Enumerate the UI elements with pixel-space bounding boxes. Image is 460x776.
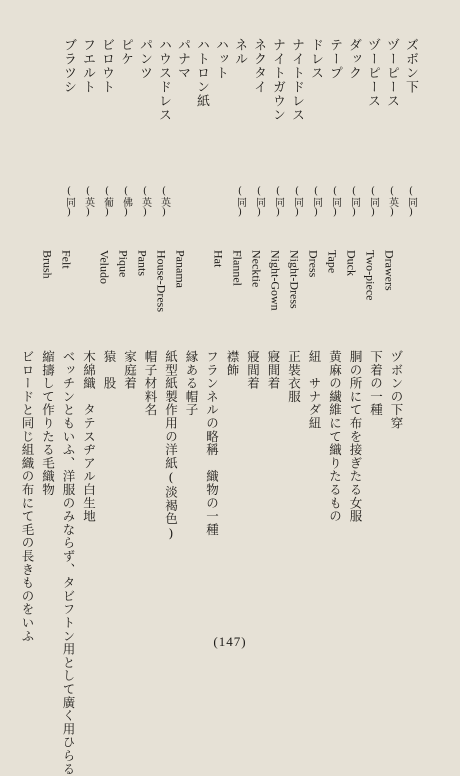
definition-column xyxy=(140,350,161,640)
definition-column xyxy=(345,350,366,640)
japanese-definition: 縮擣して作りたる毛織物 xyxy=(40,350,56,497)
katakana-term: ハウスドレス xyxy=(156,38,171,122)
english-term: Pique xyxy=(116,250,131,278)
katakana-column xyxy=(192,38,211,198)
katakana-term: ズボン下 xyxy=(403,38,418,94)
english-term: Night-Gown xyxy=(268,250,283,311)
definition-column xyxy=(222,350,243,640)
katakana-term: ナイトドレス xyxy=(289,38,304,122)
japanese-definition: ベッチンともいふ、洋服のみならず、タビフトン用として廣く用ひらる xyxy=(61,350,76,776)
katakana-column xyxy=(325,38,344,218)
english-term: Tape xyxy=(325,250,340,274)
japanese-definition: 襟飾 xyxy=(225,350,240,377)
english-column xyxy=(266,250,285,334)
katakana-term: ヅーピース xyxy=(384,38,399,108)
katakana-column xyxy=(306,38,325,218)
english-column xyxy=(247,250,266,334)
definition-column xyxy=(181,350,202,640)
katakana-term: ドレス xyxy=(308,38,323,80)
japanese-definition: 帽子材料名 xyxy=(143,350,158,417)
english-column xyxy=(323,250,342,334)
language-origin: (同) xyxy=(63,186,75,218)
definition-column xyxy=(17,350,38,643)
definition-column xyxy=(263,350,284,640)
katakana-column xyxy=(154,38,173,218)
katakana-column xyxy=(59,38,78,218)
language-origin: (同) xyxy=(291,186,303,218)
english-term: Panama xyxy=(173,250,188,288)
language-origin: (同) xyxy=(234,186,246,218)
katakana-column xyxy=(401,38,420,218)
katakana-column xyxy=(382,38,401,218)
japanese-definition: 寢間着 xyxy=(245,350,261,390)
katakana-term: ナイトガウン xyxy=(270,38,285,122)
katakana-term: ネル xyxy=(232,38,247,66)
english-column xyxy=(114,250,133,334)
japanese-definition: 正裝衣服 xyxy=(286,350,302,404)
english-column xyxy=(38,250,57,334)
katakana-term: テープ xyxy=(327,38,342,80)
english-column xyxy=(342,250,361,334)
english-term: Veludo xyxy=(97,250,112,284)
definition-column xyxy=(201,350,222,640)
definition-column xyxy=(324,350,345,640)
katakana-term: ビロウト xyxy=(99,38,114,94)
english-term: Hat xyxy=(211,250,226,268)
katakana-band xyxy=(59,38,420,218)
english-term: Pants xyxy=(135,250,150,277)
katakana-column xyxy=(135,38,154,218)
katakana-column xyxy=(78,38,97,218)
english-term: Flannel xyxy=(230,250,245,286)
japanese-definition: 縁ある帽子 xyxy=(184,350,199,417)
definition-column xyxy=(99,350,120,640)
definition-column xyxy=(283,350,304,640)
language-origin: (葡) xyxy=(101,186,113,218)
japanese-definition: 黄麻の繊維にて織りたるもの xyxy=(327,350,343,523)
katakana-term: パナマ xyxy=(175,38,190,80)
language-origin: (同) xyxy=(367,186,379,218)
language-origin: (同) xyxy=(272,186,284,218)
english-term: Felt xyxy=(59,250,74,269)
language-origin: (英) xyxy=(386,186,398,218)
english-column xyxy=(133,250,152,334)
language-origin: (同) xyxy=(253,186,265,218)
english-column xyxy=(380,250,399,334)
english-term: Necktie xyxy=(249,250,264,288)
japanese-definition: 家庭着 xyxy=(122,350,138,390)
definition-column xyxy=(386,350,407,640)
english-column xyxy=(285,250,304,334)
katakana-column xyxy=(249,38,268,218)
english-column xyxy=(152,250,171,334)
language-origin: (英) xyxy=(158,186,170,218)
english-term: Night-Dress xyxy=(287,250,302,309)
katakana-term: ダック xyxy=(346,38,361,80)
katakana-term: ヅーピース xyxy=(365,38,380,108)
japanese-definition: ヅボンの下穿 xyxy=(389,350,404,430)
japanese-definition: 紐 サナダ紐 xyxy=(307,350,322,430)
language-origin: (同) xyxy=(405,186,417,218)
japanese-definition: 木綿織 タテスヂアル白生地 xyxy=(81,350,97,523)
english-column xyxy=(190,250,209,334)
katakana-term: ネクタイ xyxy=(251,38,266,94)
definition-column xyxy=(304,350,325,640)
katakana-term: ハトロン紙 xyxy=(194,38,209,108)
katakana-column xyxy=(344,38,363,218)
katakana-column xyxy=(230,38,249,218)
katakana-column xyxy=(97,38,116,218)
english-term: Two-piece xyxy=(363,250,378,301)
definition-column xyxy=(78,350,99,640)
language-origin: (佛) xyxy=(120,186,132,218)
katakana-column xyxy=(211,38,230,198)
language-origin: (同) xyxy=(329,186,341,218)
japanese-definition: 紙型紙製作用の洋紙(淡褐色) xyxy=(163,350,179,542)
english-column xyxy=(57,250,76,334)
english-band xyxy=(38,250,399,334)
english-term: Brush xyxy=(40,250,55,279)
katakana-term: ピケ xyxy=(118,38,133,66)
japanese-definition: 猿 股 xyxy=(102,350,117,390)
language-origin: (英) xyxy=(82,186,94,218)
english-term: House-Dress xyxy=(154,250,169,312)
katakana-term: フエルト xyxy=(80,38,95,94)
katakana-term: ハット xyxy=(213,38,228,80)
definition-column xyxy=(37,350,58,640)
definition-column xyxy=(58,350,79,776)
english-column xyxy=(76,250,95,334)
english-term: Duck xyxy=(344,250,359,276)
definition-column xyxy=(160,350,181,640)
katakana-column xyxy=(363,38,382,218)
page-number: (147) xyxy=(213,634,247,649)
japanese-definition: ビロードと同じ組織の布にて毛の長きものをいふ xyxy=(20,350,35,643)
katakana-column xyxy=(173,38,192,198)
english-column xyxy=(304,250,323,334)
katakana-term: ブラツシ xyxy=(61,38,76,94)
english-column xyxy=(361,250,380,334)
english-column xyxy=(95,250,114,334)
language-origin: (同) xyxy=(348,186,360,218)
katakana-term: パンツ xyxy=(137,38,152,80)
japanese-definition: フランネルの略稱 織物の一種 xyxy=(204,350,220,537)
language-origin: (英) xyxy=(139,186,151,218)
language-origin: (同) xyxy=(310,186,322,218)
japanese-definition: 下着の一種 xyxy=(368,350,384,417)
english-term: Drawers xyxy=(382,250,397,291)
definition-column xyxy=(119,350,140,640)
japanese-definition: 胴の所にて布を接ぎたる女服 xyxy=(348,350,363,523)
english-column xyxy=(209,250,228,334)
definition-column xyxy=(365,350,386,640)
english-column xyxy=(171,250,190,334)
katakana-column xyxy=(268,38,287,218)
katakana-column xyxy=(116,38,135,218)
katakana-column xyxy=(287,38,306,218)
english-term: Dress xyxy=(306,250,321,278)
english-column xyxy=(228,250,247,334)
japanese-definition: 寢間着 xyxy=(266,350,281,390)
definition-column xyxy=(242,350,263,640)
